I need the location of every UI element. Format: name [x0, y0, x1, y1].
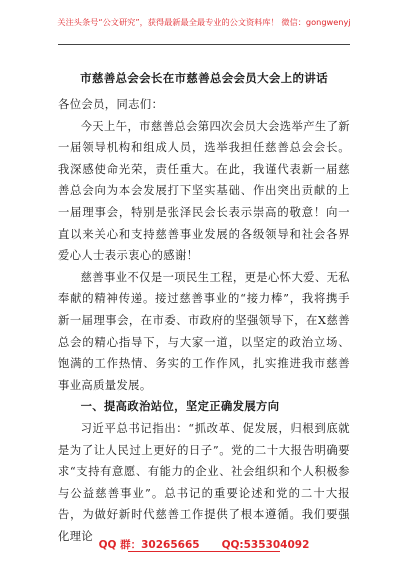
paragraph: 慈善事业不仅是一项民生工程，更是心怀大爱、无私奉献的精神传递。接过慈善事业的“接力棒”，我将携手新一届理事会，在市委、市政府的坚强领导下，在X慈善总会的精心指导下，与大家一道，以坚定的政治立场、饱满的工作热情、务实的工作作风，扎实推进我市慈善事业高质量发展。	[58, 270, 350, 392]
footer-contact	[0, 537, 408, 552]
document-title: 市慈善总会会长在市慈善总会会员大会上的讲话	[80, 71, 328, 85]
footer-divider	[128, 551, 280, 552]
salutation: 各位会员，同志们：	[58, 98, 164, 111]
header-banner: 关注头条号“公文研究”，获得最新最全最专业的公文资料库！ 微信：gongwenyj	[57, 17, 351, 27]
section-heading: 一、提高政治站位，坚定正确发展方向	[80, 400, 280, 414]
qq-contact: QQ:535304092	[221, 539, 310, 551]
qq-group-contact: QQ 群：30265665	[98, 539, 200, 551]
header-divider	[58, 44, 350, 45]
paragraph: 今天上午，市慈善总会第四次会员大会选举产生了新一届领导机构和组成人员，选举我担任慈善总会会长。我深感使命光荣，责任重大。在此，我谨代表新一届慈善总会向为本会发展打下坚实基础、作出突出贡献的上一届理事会，特别是张泽民会长表示崇高的敬意！向一直以来关心和支持慈善事业发展的各级领导和社会各界爱心人士表示衷心的感谢！	[58, 119, 350, 263]
document-body	[58, 94, 350, 547]
paragraph: 习近平总书记指出：“抓改革、促发展，归根到底就是为了让人民过上更好的日子”。党的二十大报告明确要求“支持有意愿、有能力的企业、社会组织和个人积极参与公益慈善事业”。总书记的重要论述和党的二十大报告，为做好新时代慈善工作提供了根本遵循。我们要强化理论	[58, 421, 350, 543]
